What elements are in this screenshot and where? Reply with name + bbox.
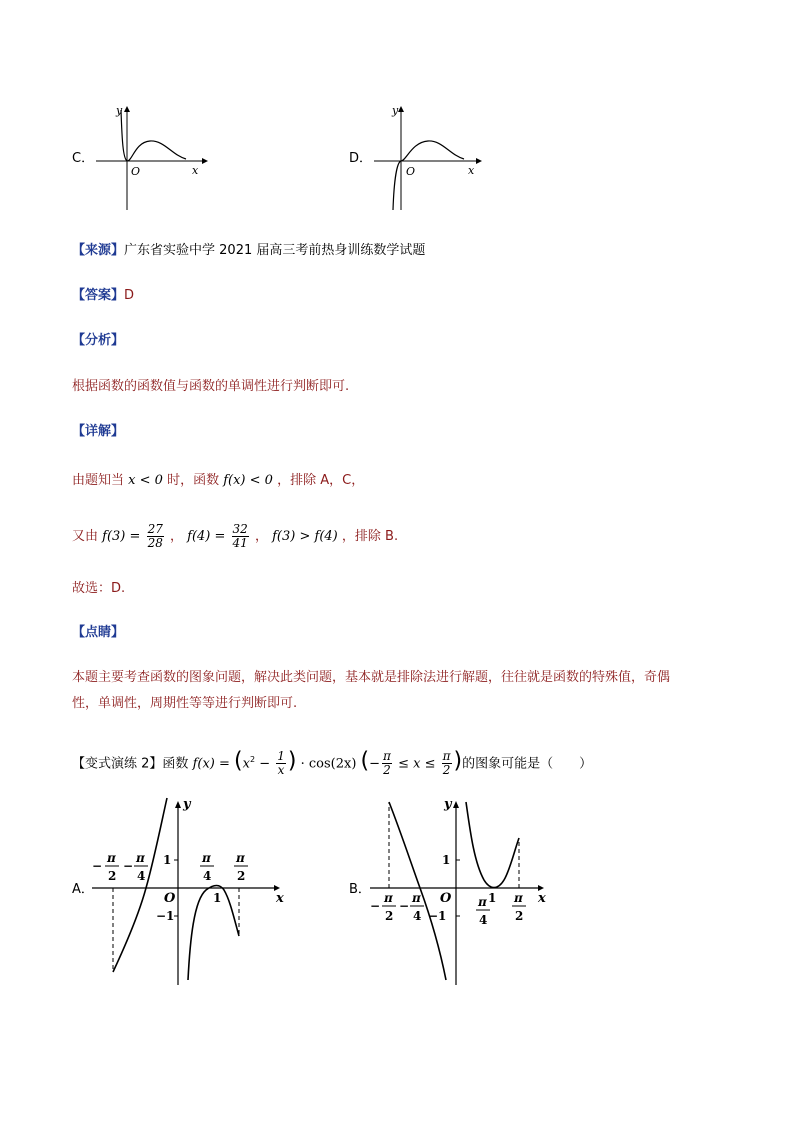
denominator: 4 [203, 869, 212, 883]
option-c-label: C． [72, 151, 95, 166]
tick-label-neg-1: −1 [156, 909, 175, 923]
option-a-graph [88, 790, 288, 985]
minus-sign: − [123, 859, 134, 873]
paren-close: ) [287, 748, 297, 774]
answer-tag: 【答案】 [72, 288, 125, 303]
pi-label: π [412, 891, 421, 905]
denominator: 2 [108, 869, 117, 883]
detail-line-3 [72, 580, 125, 598]
detail-text: ， [169, 529, 183, 544]
axis-y-label: y [183, 797, 191, 812]
answer-line [72, 287, 134, 305]
tick-label-x-1: 1 [213, 891, 222, 905]
answer-text: D [124, 288, 135, 303]
fraction-pi-2: $\frac{\pi}{2}$ [442, 749, 451, 778]
detail-text: 又由 [72, 529, 99, 544]
pi-label: π [384, 891, 393, 905]
math-condition: x < 0 [128, 473, 163, 488]
tick-label-neg-1: −1 [428, 909, 447, 923]
math-cos: · cos(2x) [300, 756, 357, 772]
axis-x-label: x [192, 164, 199, 177]
math-f4: f(4) = [187, 529, 226, 544]
detail-text: 由题知当 [72, 473, 125, 488]
comment-text [72, 665, 732, 717]
denominator: 4 [413, 909, 422, 923]
minus-sign: − [399, 899, 410, 913]
comment-tag: 【点睛】 [72, 625, 125, 640]
math-minus: − [259, 756, 271, 772]
math-compare: f(3) > f(4) [272, 529, 338, 544]
axis-y-label: y [392, 104, 399, 117]
detail-text: B. [385, 529, 399, 544]
denominator: 4 [479, 913, 488, 927]
detail-text: A，C， [320, 473, 365, 488]
comment-line: 本题主要考查函数的图象问题，解决此类问题，基本就是排除法进行解题，往往就是函数的特殊值，奇偶 [72, 670, 671, 685]
fraction-32-41: $\frac{32}{41}$ [232, 522, 248, 550]
axis-x-label: x [276, 891, 284, 906]
paren-close: ) [453, 748, 463, 774]
minus-sign: − [370, 899, 381, 913]
origin-label: O [131, 165, 141, 178]
variant-text: 的图象可能是（ ） [462, 756, 593, 772]
paren-open: ( [360, 748, 370, 774]
math-fx: f(x) < 0 [223, 473, 273, 488]
source-line [72, 242, 425, 260]
detail-line-1 [72, 472, 364, 490]
tick-label-x-1: 1 [488, 891, 497, 905]
math-f3: f(3) = [102, 529, 141, 544]
option-b-graph [366, 790, 556, 985]
analysis-tag: 【分析】 [72, 333, 125, 348]
fraction-1-x: $\frac{1}{x}$ [277, 749, 285, 778]
detail-line-2 [72, 519, 398, 557]
denominator: 2 [515, 909, 524, 923]
detail-text: 时，函数 [167, 473, 220, 488]
option-c-graph [90, 100, 210, 212]
origin-label: O [440, 891, 452, 906]
denominator: 4 [137, 869, 146, 883]
math-exponent: 2 [249, 755, 256, 764]
tick-label-1: 1 [442, 853, 451, 867]
pi-label: π [107, 851, 116, 865]
axis-y-label: y [116, 104, 123, 117]
math-fx: f(x) = [192, 756, 230, 772]
option-a-label: A． [72, 882, 94, 897]
fraction-27-28: $\frac{27}{28}$ [147, 522, 163, 550]
math-x: x [242, 756, 250, 772]
detail-text: ，排除 [341, 529, 381, 544]
pi-label: π [514, 891, 523, 905]
axis-y-label: y [444, 797, 452, 812]
detail-text: ，排除 [277, 473, 317, 488]
option-d-graph [368, 100, 488, 212]
option-d-label: D． [349, 151, 373, 166]
origin-label: O [164, 891, 176, 906]
axis-x-label: x [468, 164, 475, 177]
detail-tag: 【详解】 [72, 424, 125, 439]
detail-text: D. [111, 581, 126, 596]
denominator: 2 [237, 869, 246, 883]
fraction-pi-2: $\frac{\pi}{2}$ [383, 749, 391, 778]
option-b-label: B． [349, 882, 371, 897]
detail-text: ， [254, 529, 268, 544]
denominator: 2 [385, 909, 394, 923]
variant-text: 函数 [162, 756, 189, 772]
origin-label: O [406, 165, 416, 178]
minus-sign: − [92, 859, 103, 873]
pi-label: π [236, 851, 245, 865]
comment-line: 性，单调性，周期性等等进行判断即可. [72, 696, 298, 711]
pi-label: π [478, 895, 487, 909]
analysis-text: 根据函数的函数值与函数的单调性进行判断即可. [72, 379, 350, 394]
math-range: ≤ x ≤ [398, 756, 436, 772]
source-tag: 【来源】 [72, 243, 125, 258]
variant-question [72, 741, 592, 781]
math-minus: − [369, 756, 381, 772]
axis-x-label: x [538, 891, 546, 906]
pi-label: π [202, 851, 211, 865]
paren-open: ( [234, 748, 243, 774]
tick-label-1: 1 [163, 853, 172, 867]
detail-text: 故选： [72, 581, 112, 596]
variant-tag: 【变式演练 2】 [72, 756, 163, 772]
source-text: 广东省实验中学 2021 届高三考前热身训练数学试题 [124, 243, 426, 258]
pi-label: π [136, 851, 145, 865]
